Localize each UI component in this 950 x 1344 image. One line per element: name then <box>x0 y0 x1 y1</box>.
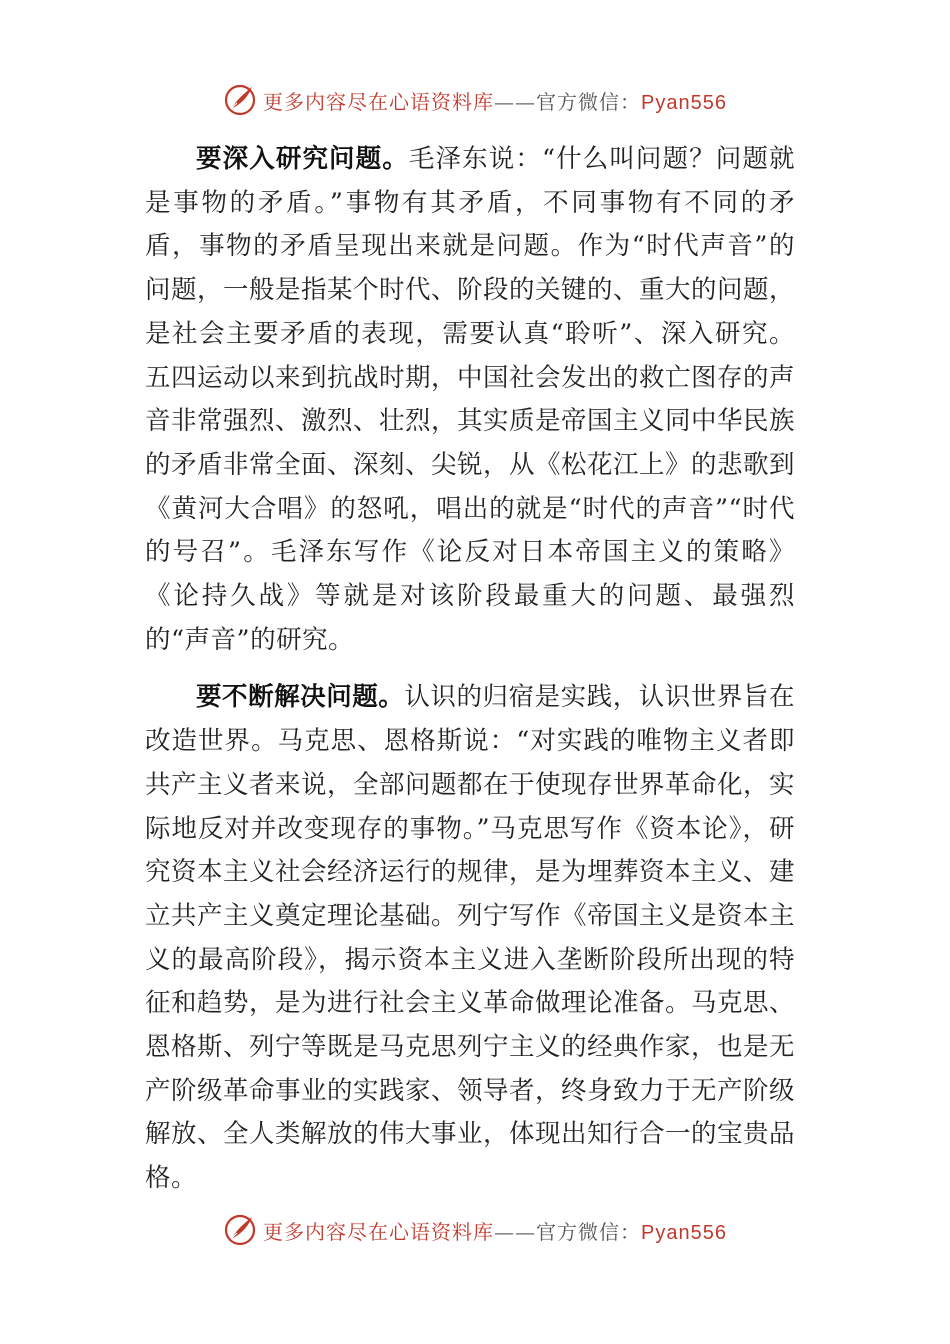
paragraph-2-text: 认识的归宿是实践，认识世界旨在改造世界。马克思、恩格斯说：“对实践的唯物主义者即共产主义者来说，全部问题都在于使现存世界革命化，实际地反对并改变现存的事物。”马克思写作《资本论》，研究资本主义社会经济运行的规律，是为埋葬资本主义、建立共产主义奠定理论基础。列宁写作《帝国主义是资本主义的最高阶段》，揭示资本主义进入垄断阶段所出现的特征和趋势，是为进行社会主义革命做理论准备。马克思、恩格斯、列宁等既是马克思列宁主义的经典作家，也是无产阶级革命事业的实践家、领导者，终身致力于无产阶级解放、全人类解放的伟大事业，体现出知行合一的宝贵品格。 <box>145 682 796 1194</box>
banner-text <box>263 1216 727 1245</box>
wechat-label: 官方微信： <box>536 1219 642 1244</box>
banner-dash: —— <box>494 89 537 114</box>
quill-pen-logo-icon <box>223 83 257 117</box>
paragraph-1-heading: 要深入研究问题。 <box>196 144 409 174</box>
wechat-id: Pyan556 <box>641 1221 727 1244</box>
wechat-id: Pyan556 <box>641 91 727 114</box>
paragraph-2 <box>145 676 795 1200</box>
document-body <box>145 138 795 1201</box>
paragraph-1-text: 毛泽东说：“什么叫问题？问题就是事物的矛盾。”事物有其矛盾，不同事物有不同的矛盾，事物的矛盾呈现出来就是问题。作为“时代声音”的问题，一般是指某个时代、阶段的关键的、重大的问题，是社会主要矛盾的表现，需要认真“聆听”、深入研究。五四运动以来到抗战时期，中国社会发出的救亡图存的声音非常强烈、激烈、壮烈，其实质是帝国主义同中华民族的矛盾非常全面、深刻、尖锐，从《松花江上》的悲歌到《黄河大合唱》的怒吼，唱出的就是“时代的声音”“时代的号召”。毛泽东写作《论反对日本帝国主义的策略》《论持久战》等就是对该阶段最重大的问题、最强烈的“声音”的研究。 <box>145 144 796 655</box>
site-name: 更多内容尽在心语资料库 <box>263 1219 495 1244</box>
paragraph-1 <box>145 138 795 662</box>
site-name: 更多内容尽在心语资料库 <box>263 89 495 114</box>
footer-banner <box>0 1210 950 1250</box>
banner-text <box>263 86 727 115</box>
paragraph-2-heading: 要不断解决问题。 <box>196 682 405 713</box>
banner-dash: —— <box>494 1219 537 1244</box>
quill-pen-logo-icon <box>223 1213 257 1247</box>
wechat-label: 官方微信： <box>536 89 642 114</box>
header-banner <box>0 80 950 120</box>
